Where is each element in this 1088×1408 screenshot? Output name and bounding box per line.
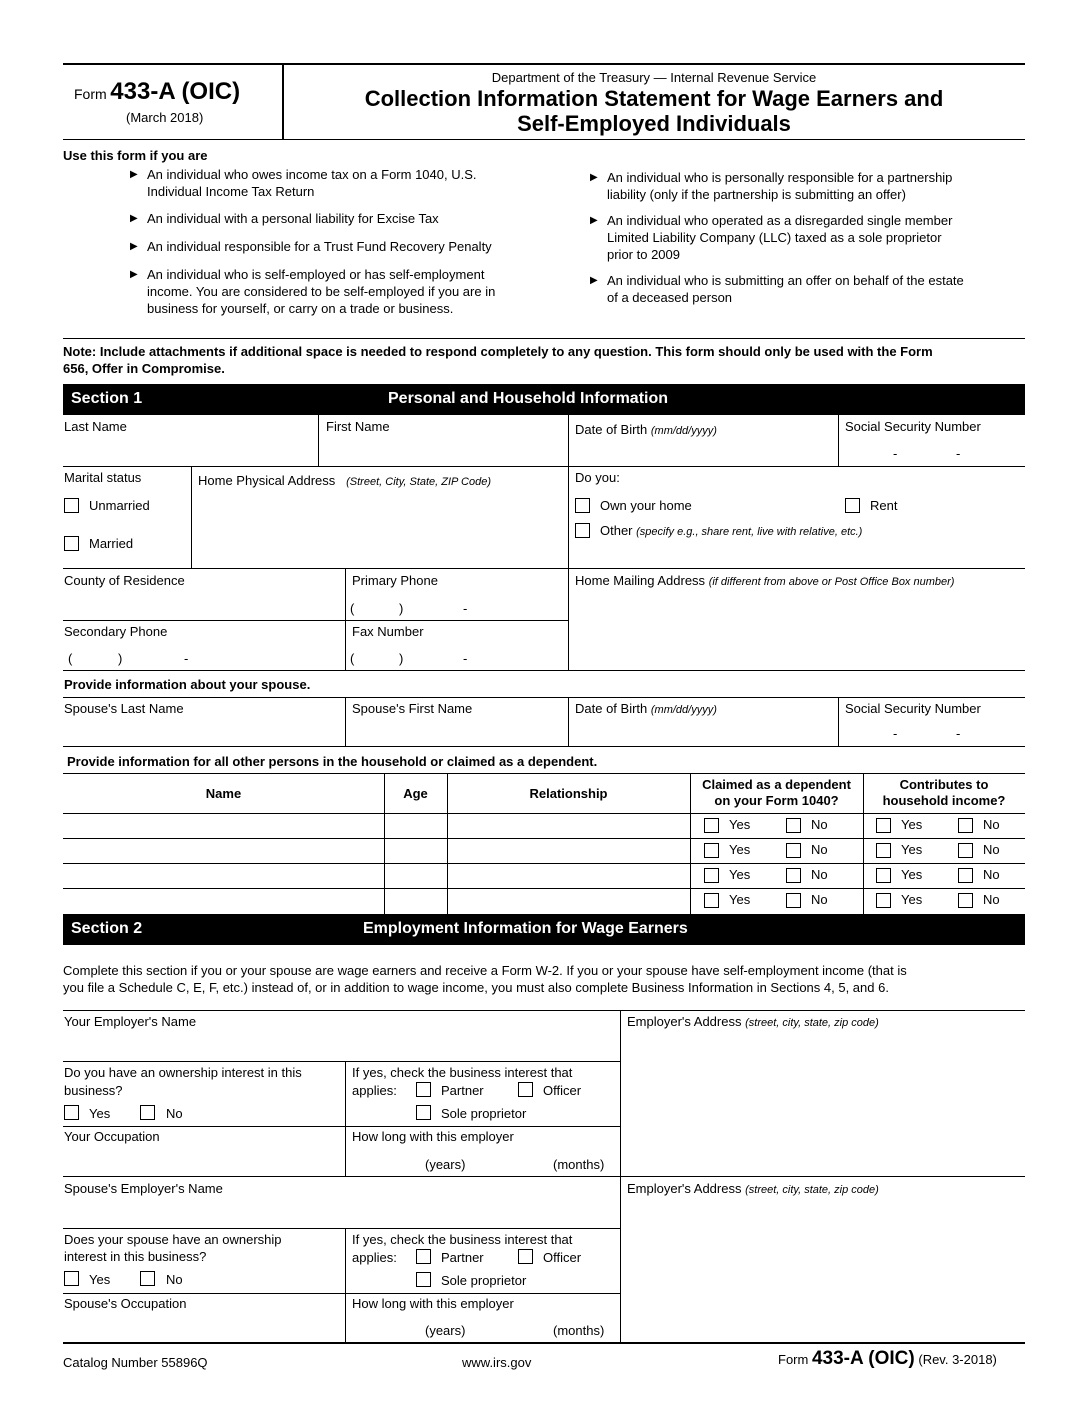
bullet-text: prior to 2009	[607, 247, 680, 262]
ownership-question: Do you have an ownership interest in this business?	[64, 1065, 302, 1098]
ssn-dash: -	[956, 446, 961, 461]
section-2-intro-1: Complete this section if you or your spouse are wage earners and receive a Form W-2. If you or your spouse have self-employment income (that is	[63, 963, 907, 978]
secondary-phone-label: Secondary Phone	[64, 624, 168, 639]
section-1-label: Section 1	[71, 390, 143, 407]
household-age-input[interactable]	[385, 889, 447, 912]
dependent-no-label: No	[811, 842, 828, 857]
spouse-partner-label: Partner	[441, 1250, 484, 1265]
spouse-ownership-no-checkbox[interactable]	[140, 1271, 155, 1286]
bullet-text: An individual who is personally responsible for a partnership	[607, 170, 953, 185]
ownership-no-label: No	[166, 1106, 183, 1121]
employer-address-input[interactable]	[622, 1032, 1024, 1174]
dependent-no-checkbox[interactable]	[786, 818, 801, 833]
officer-checkbox[interactable]	[518, 1082, 533, 1097]
catalog-number: Catalog Number 55896Q	[63, 1355, 208, 1370]
bullet-text: Individual Income Tax Return	[147, 184, 315, 199]
dependent-yes-label: Yes	[729, 867, 751, 882]
rent-checkbox[interactable]	[845, 498, 860, 513]
contributes-yes-label: Yes	[901, 867, 923, 882]
form-date: (March 2018)	[126, 110, 204, 125]
section-1-title: Personal and Household Information	[388, 390, 669, 407]
spouse-occupation-input[interactable]	[64, 1312, 343, 1340]
spouse-employer-address-label: Employer's Address (street, city, state, zip code)	[627, 1181, 879, 1196]
employer-name-label: Your Employer's Name	[64, 1014, 197, 1029]
spouse-employer-name-input[interactable]	[64, 1198, 618, 1226]
household-heading: Provide information for all other persons in the household or claimed as a dependent.	[67, 754, 598, 769]
home-address-input[interactable]	[193, 492, 566, 566]
how-long-label: How long with this employer	[352, 1129, 514, 1144]
ssn-input[interactable]	[840, 436, 1024, 464]
spouse-how-long-label: How long with this employer	[352, 1296, 514, 1311]
spouse-business-interest-label: If yes, check the business interest that	[352, 1232, 573, 1247]
spouse-first-name-input[interactable]	[347, 718, 566, 744]
contributes-yes-label: Yes	[901, 842, 923, 857]
county-input[interactable]	[64, 590, 343, 618]
own-home-checkbox[interactable]	[575, 498, 590, 513]
col-age-header: Age	[403, 786, 428, 801]
officer-label: Officer	[543, 1083, 582, 1098]
spouse-partner-checkbox[interactable]	[416, 1249, 431, 1264]
mailing-address-input[interactable]	[570, 592, 1024, 668]
bullet-text: An individual who is submitting an offer on behalf of the estate	[607, 273, 964, 288]
section-2-bar	[63, 914, 1025, 945]
household-age-input[interactable]	[385, 839, 447, 862]
dependent-no-label: No	[811, 867, 828, 882]
dependent-yes-label: Yes	[729, 842, 751, 857]
spouse-heading: Provide information about your spouse.	[64, 677, 311, 692]
rent-label: Rent	[870, 498, 898, 513]
dependent-yes-label: Yes	[729, 817, 751, 832]
county-label: County of Residence	[64, 573, 185, 588]
spouse-employer-address-input[interactable]	[622, 1198, 1024, 1340]
spouse-sole-proprietor-checkbox[interactable]	[416, 1272, 431, 1287]
ownership-yes-label: Yes	[89, 1106, 111, 1121]
occupation-label: Your Occupation	[64, 1129, 160, 1144]
employer-name-input[interactable]	[64, 1032, 618, 1060]
first-name-input[interactable]	[320, 436, 566, 464]
bullet-text: An individual who operated as a disregarded single member	[607, 213, 953, 228]
dob-input[interactable]	[570, 440, 836, 464]
form-number: Form 433-A (OIC)	[74, 78, 241, 105]
spouse-officer-label: Officer	[543, 1250, 582, 1265]
primary-phone-input[interactable]: ( ) -	[350, 601, 468, 616]
bullet-arrow-icon: ▶	[130, 169, 138, 180]
household-name-input[interactable]	[64, 864, 384, 887]
business-interest-label: If yes, check the business interest that	[352, 1065, 573, 1080]
bullet-text: income. You are considered to be self-employed if you are in	[147, 284, 496, 299]
secondary-phone-input[interactable]: ( ) -	[68, 651, 189, 666]
home-address-label: Home Physical Address (Street, City, State, ZIP Code)	[198, 473, 492, 488]
household-relationship-input[interactable]	[448, 839, 690, 862]
sole-proprietor-checkbox[interactable]	[416, 1105, 431, 1120]
married-label: Married	[89, 536, 134, 551]
ssn-dash: -	[893, 726, 898, 741]
spouse-applies-label: applies:	[352, 1250, 397, 1265]
bullet-text: business for yourself, or carry on a trade or business.	[147, 301, 454, 316]
irs-website: www.irs.gov	[462, 1355, 532, 1370]
contributes-no-checkbox[interactable]	[958, 818, 973, 833]
contributes-no-checkbox[interactable]	[958, 843, 973, 858]
dependent-no-label: No	[811, 817, 828, 832]
footer-form-number: Form 433-A (OIC) (Rev. 3-2018)	[778, 1348, 997, 1369]
last-name-label: Last Name	[64, 419, 127, 434]
spouse-ownership-no-label: No	[166, 1272, 183, 1287]
occupation-input[interactable]	[64, 1146, 343, 1174]
household-age-input[interactable]	[385, 864, 447, 887]
spouse-last-name-label: Spouse's Last Name	[64, 701, 184, 716]
bullet-arrow-icon: ▶	[590, 172, 598, 183]
household-name-input[interactable]	[64, 814, 384, 837]
bullet-arrow-icon: ▶	[590, 215, 598, 226]
fax-input[interactable]: ( ) -	[350, 651, 468, 666]
contributes-no-label: No	[983, 867, 1000, 882]
spouse-sole-proprietor-label: Sole proprietor	[441, 1273, 527, 1288]
dependent-no-checkbox[interactable]	[786, 893, 801, 908]
do-you-label: Do you:	[575, 470, 620, 485]
col-name-header: Name	[205, 786, 242, 801]
ownership-no-checkbox[interactable]	[140, 1105, 155, 1120]
applies-label: applies:	[352, 1083, 397, 1098]
ssn-dash: -	[893, 446, 898, 461]
bullet-arrow-icon: ▶	[590, 275, 598, 286]
contributes-yes-checkbox[interactable]	[876, 868, 891, 883]
bullet-text: liability (only if the partnership is submitting an offer)	[607, 187, 906, 202]
other-housing-label: Other (specify e.g., share rent, live with relative, etc.)	[600, 523, 863, 538]
spouse-employer-name-label: Spouse's Employer's Name	[64, 1181, 223, 1196]
bullet-text: An individual who owes income tax on a Form 1040, U.S.	[147, 167, 477, 182]
dependent-no-checkbox[interactable]	[786, 843, 801, 858]
contributes-no-label: No	[983, 817, 1000, 832]
dependent-yes-checkbox[interactable]	[704, 893, 719, 908]
dependent-no-checkbox[interactable]	[786, 868, 801, 883]
spouse-ownership-yes-checkbox[interactable]	[64, 1271, 79, 1286]
own-home-label: Own your home	[600, 498, 692, 513]
spouse-how-long-input[interactable]: (years) (months)	[425, 1323, 605, 1338]
contributes-no-label: No	[983, 842, 1000, 857]
contributes-yes-checkbox[interactable]	[876, 893, 891, 908]
col-claimed-header: Claimed as a dependent on your Form 1040?	[702, 777, 851, 808]
form-title: Collection Information Statement for Wage Earners and Self-Employed Individuals	[364, 86, 944, 136]
spouse-ownership-question: Does your spouse have an ownership interest in this business?	[64, 1232, 282, 1264]
spouse-occupation-label: Spouse's Occupation	[64, 1296, 187, 1311]
bullet-arrow-icon: ▶	[130, 269, 138, 280]
spouse-first-name-label: Spouse's First Name	[352, 701, 473, 716]
unmarried-label: Unmarried	[89, 498, 150, 513]
household-age-input[interactable]	[385, 814, 447, 837]
contributes-no-checkbox[interactable]	[958, 893, 973, 908]
bullet-text: An individual who is self-employed or has self-employment	[147, 267, 485, 282]
dependent-no-label: No	[811, 892, 828, 907]
dependent-yes-checkbox[interactable]	[704, 868, 719, 883]
bullet-text: Limited Liability Company (LLC) taxed as a sole proprietor	[607, 230, 942, 245]
household-name-input[interactable]	[64, 839, 384, 862]
spouse-dob-input[interactable]	[570, 718, 836, 744]
household-name-input[interactable]	[64, 889, 384, 912]
spouse-ssn-input[interactable]	[840, 718, 1024, 744]
note-line-2: 656, Offer in Compromise.	[63, 361, 225, 376]
last-name-input[interactable]	[64, 436, 316, 464]
dependent-yes-label: Yes	[729, 892, 751, 907]
contributes-no-checkbox[interactable]	[958, 868, 973, 883]
contributes-yes-checkbox[interactable]	[876, 818, 891, 833]
marital-status-label: Marital status	[64, 470, 142, 485]
primary-phone-label: Primary Phone	[352, 573, 438, 588]
married-checkbox[interactable]	[64, 536, 79, 551]
spouse-ssn-label: Social Security Number	[845, 701, 981, 716]
section-2-label: Section 2	[71, 920, 143, 937]
how-long-input[interactable]: (years) (months)	[425, 1157, 605, 1172]
bullet-text: An individual with a personal liability for Excise Tax	[147, 211, 439, 226]
dependent-yes-checkbox[interactable]	[704, 843, 719, 858]
section-2-intro-2: you file a Schedule C, E, F, etc.) instead of, or in addition to wage income, you must also complete Business Information in Sections 4, 5, and 6.	[63, 980, 889, 995]
spouse-officer-checkbox[interactable]	[518, 1249, 533, 1264]
contributes-yes-label: Yes	[901, 892, 923, 907]
contributes-yes-label: Yes	[901, 817, 923, 832]
contributes-no-label: No	[983, 892, 1000, 907]
household-relationship-input[interactable]	[448, 864, 690, 887]
bullet-text: An individual responsible for a Trust Fund Recovery Penalty	[147, 239, 492, 254]
unmarried-checkbox[interactable]	[64, 498, 79, 513]
dependent-yes-checkbox[interactable]	[704, 818, 719, 833]
household-relationship-input[interactable]	[448, 889, 690, 912]
first-name-label: First Name	[326, 419, 390, 434]
other-housing-checkbox[interactable]	[575, 523, 590, 538]
agency-line: Department of the Treasury — Internal Revenue Service	[491, 70, 817, 85]
section-1-bar	[63, 384, 1025, 415]
intro-heading: Use this form if you are	[63, 148, 208, 163]
employer-address-label: Employer's Address (street, city, state, zip code)	[627, 1014, 879, 1029]
household-relationship-input[interactable]	[448, 814, 690, 837]
col-relationship-header: Relationship	[529, 786, 608, 801]
ownership-yes-checkbox[interactable]	[64, 1105, 79, 1120]
sole-proprietor-label: Sole proprietor	[441, 1106, 527, 1121]
spouse-dob-label: Date of Birth (mm/dd/yyyy)	[575, 701, 717, 716]
note-line-1: Note: Include attachments if additional space is needed to respond completely to any question. This form should only be used with the Form	[63, 344, 933, 359]
mailing-address-label: Home Mailing Address (if different from above or Post Office Box number)	[575, 573, 955, 588]
fax-label: Fax Number	[352, 624, 424, 639]
spouse-last-name-input[interactable]	[64, 718, 343, 744]
section-2-title: Employment Information for Wage Earners	[363, 920, 688, 937]
spouse-ownership-yes-label: Yes	[89, 1272, 111, 1287]
ssn-dash: -	[956, 726, 961, 741]
partner-label: Partner	[441, 1083, 484, 1098]
ssn-label: Social Security Number	[845, 419, 981, 434]
bullet-arrow-icon: ▶	[130, 213, 138, 224]
partner-checkbox[interactable]	[416, 1082, 431, 1097]
contributes-yes-checkbox[interactable]	[876, 843, 891, 858]
bullet-text: of a deceased person	[607, 290, 733, 305]
col-contrib-header: Contributes to household income?	[882, 777, 1006, 808]
dob-label: Date of Birth (mm/dd/yyyy)	[575, 422, 717, 437]
bullet-arrow-icon: ▶	[130, 241, 138, 252]
